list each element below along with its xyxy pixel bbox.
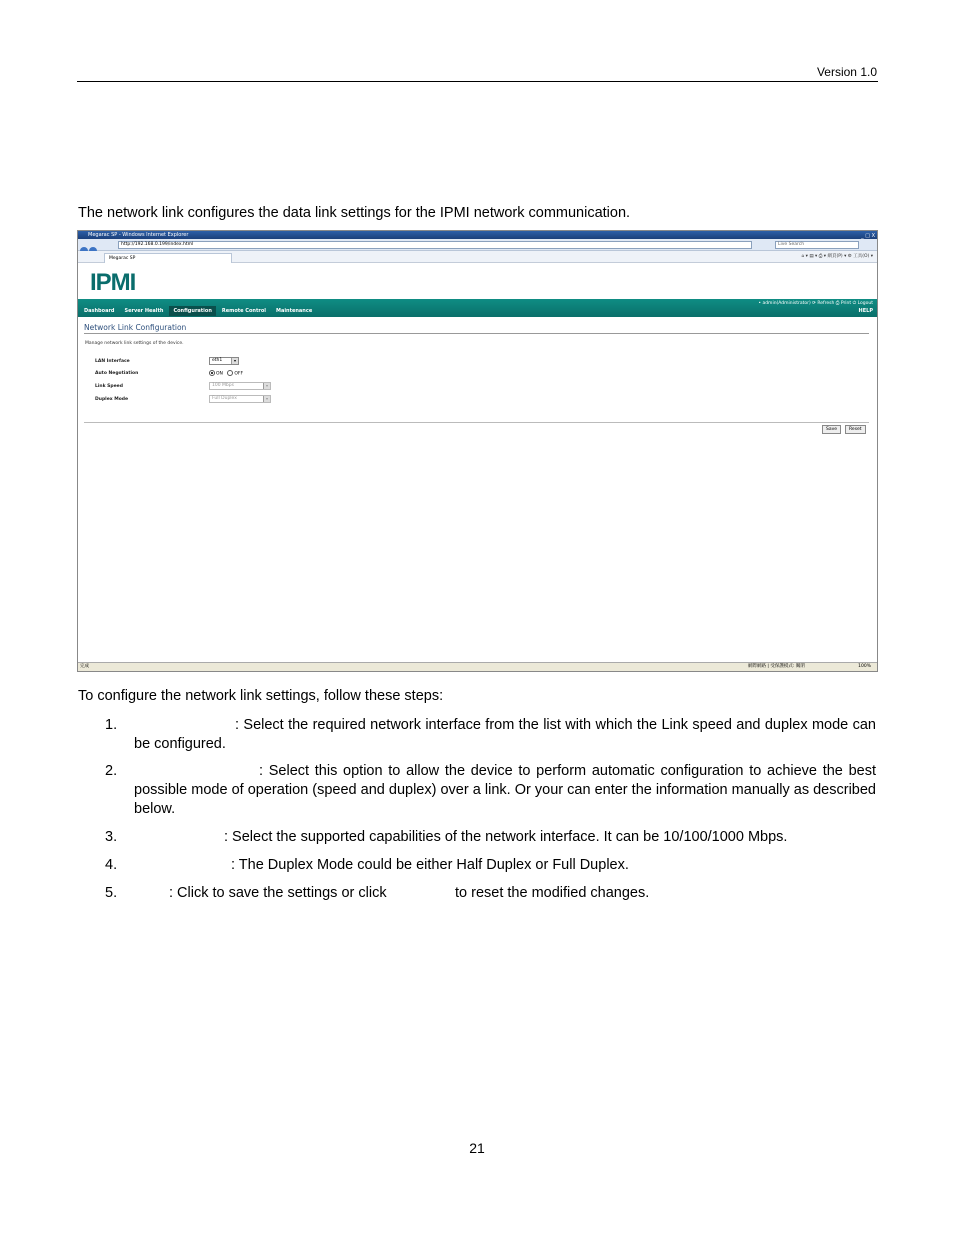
step-text: : Click to save the settings or click	[169, 885, 387, 901]
step-item	[78, 762, 876, 820]
auto-negotiation-on-radio[interactable]	[209, 370, 215, 376]
step-text: to reset the modified changes.	[455, 885, 650, 901]
status-zone: 網際網路 | 受保護模式: 關閉	[748, 664, 805, 669]
search-input[interactable]: Live Search	[775, 241, 859, 249]
reset-button[interactable]: Reset	[845, 425, 866, 434]
step-text: : Select this option to allow the device to perform automatic configuration to achieve the best possible mode of operation (speed and duplex) over a link. Or your can enter the information manually as described below.	[134, 763, 876, 817]
tab-remote-control[interactable]: Remote Control	[221, 308, 266, 314]
browser-address-bar	[78, 239, 877, 251]
version-label: Version 1.0	[816, 65, 877, 79]
step-number: 4.	[105, 857, 118, 873]
tab-dashboard[interactable]: Dashboard	[84, 308, 115, 314]
header-rule	[77, 81, 878, 82]
auto-negotiation-label: Auto Negotiation	[95, 371, 139, 376]
browser-tab-bar	[78, 251, 877, 263]
browser-status-bar	[78, 662, 877, 671]
lan-interface-value: eth1	[212, 358, 223, 363]
step-text: : Select the required network interface from the list with which the Link speed and duplex mode can be configured.	[134, 717, 876, 752]
step-number: 1.	[105, 717, 118, 733]
duplex-mode-select[interactable]	[209, 395, 271, 403]
step-item	[78, 828, 876, 848]
ipmi-header	[78, 263, 877, 299]
title-rule	[84, 333, 869, 334]
page-number: 21	[469, 1140, 485, 1156]
browser-title: Megarac SP - Windows Internet Explorer	[88, 232, 189, 238]
step-number: 3.	[105, 829, 118, 845]
save-button[interactable]: Save	[822, 425, 841, 434]
auto-negotiation-off-radio[interactable]	[227, 370, 233, 376]
step-text: : Select the supported capabilities of the network interface. It can be 10/100/1000 Mbps.	[224, 829, 788, 845]
zoom-level[interactable]: 100%	[858, 664, 871, 669]
link-speed-select[interactable]	[209, 382, 271, 390]
ipmi-logo: IPMI	[90, 269, 136, 296]
off-label: OFF	[234, 371, 244, 377]
ipmi-screenshot	[77, 230, 878, 672]
window-controls[interactable]: _ □ X	[861, 233, 875, 239]
nav-tabs	[80, 306, 318, 316]
status-text: 完成	[80, 664, 89, 669]
tab-server-health[interactable]: Server Health	[124, 308, 164, 314]
steps-intro: To configure the network link settings, follow these steps:	[78, 688, 444, 704]
step-number: 2.	[105, 763, 118, 779]
step-item	[78, 856, 876, 876]
tab-maintenance[interactable]: Maintenance	[275, 308, 313, 314]
page-title: Network Link Configuration	[84, 323, 187, 332]
browser-title-bar	[78, 231, 877, 239]
chevron-down-icon: ▾	[231, 358, 238, 364]
back-forward-icons[interactable]	[80, 240, 100, 249]
link-speed-value: 100 Mbps	[212, 383, 234, 388]
lan-interface-select[interactable]	[209, 357, 239, 365]
lan-interface-label: LAN Interface	[95, 359, 130, 364]
browser-tab[interactable]: Megarac SP	[104, 253, 232, 263]
duplex-mode-label: Duplex Mode	[95, 397, 129, 402]
step-number: 5.	[105, 885, 118, 901]
step-item	[78, 716, 876, 756]
step-item	[78, 884, 876, 904]
help-link[interactable]: HELP	[858, 308, 873, 314]
page-description: Manage network link settings of the device.	[85, 341, 184, 346]
tab-configuration[interactable]: Configuration	[169, 306, 215, 316]
chevron-down-icon: ▾	[263, 396, 270, 402]
user-links[interactable]: • admin(Administrator) ⟳ Refresh ⎙ Print ⏻ Logout	[758, 301, 873, 306]
page-content	[78, 317, 877, 657]
intro-paragraph: The network link configures the data link settings for the IPMI network communication.	[78, 205, 631, 221]
duplex-mode-value: Full Duplex	[212, 396, 237, 401]
chevron-down-icon: ▾	[263, 383, 270, 389]
form-rule	[84, 422, 869, 423]
nav-bar	[78, 299, 877, 317]
on-label: ON	[216, 371, 223, 377]
link-speed-label: Link Speed	[95, 384, 123, 389]
browser-toolbar[interactable]: ⌂ ▾ ▤ ▾ ⎙ ▾ 網頁(P) ▾ ⚙ 工具(O) ▾	[801, 254, 873, 259]
address-input[interactable]: http://192.168.0.199/index.html	[118, 241, 752, 249]
step-text: : The Duplex Mode could be either Half Duplex or Full Duplex.	[231, 857, 629, 873]
